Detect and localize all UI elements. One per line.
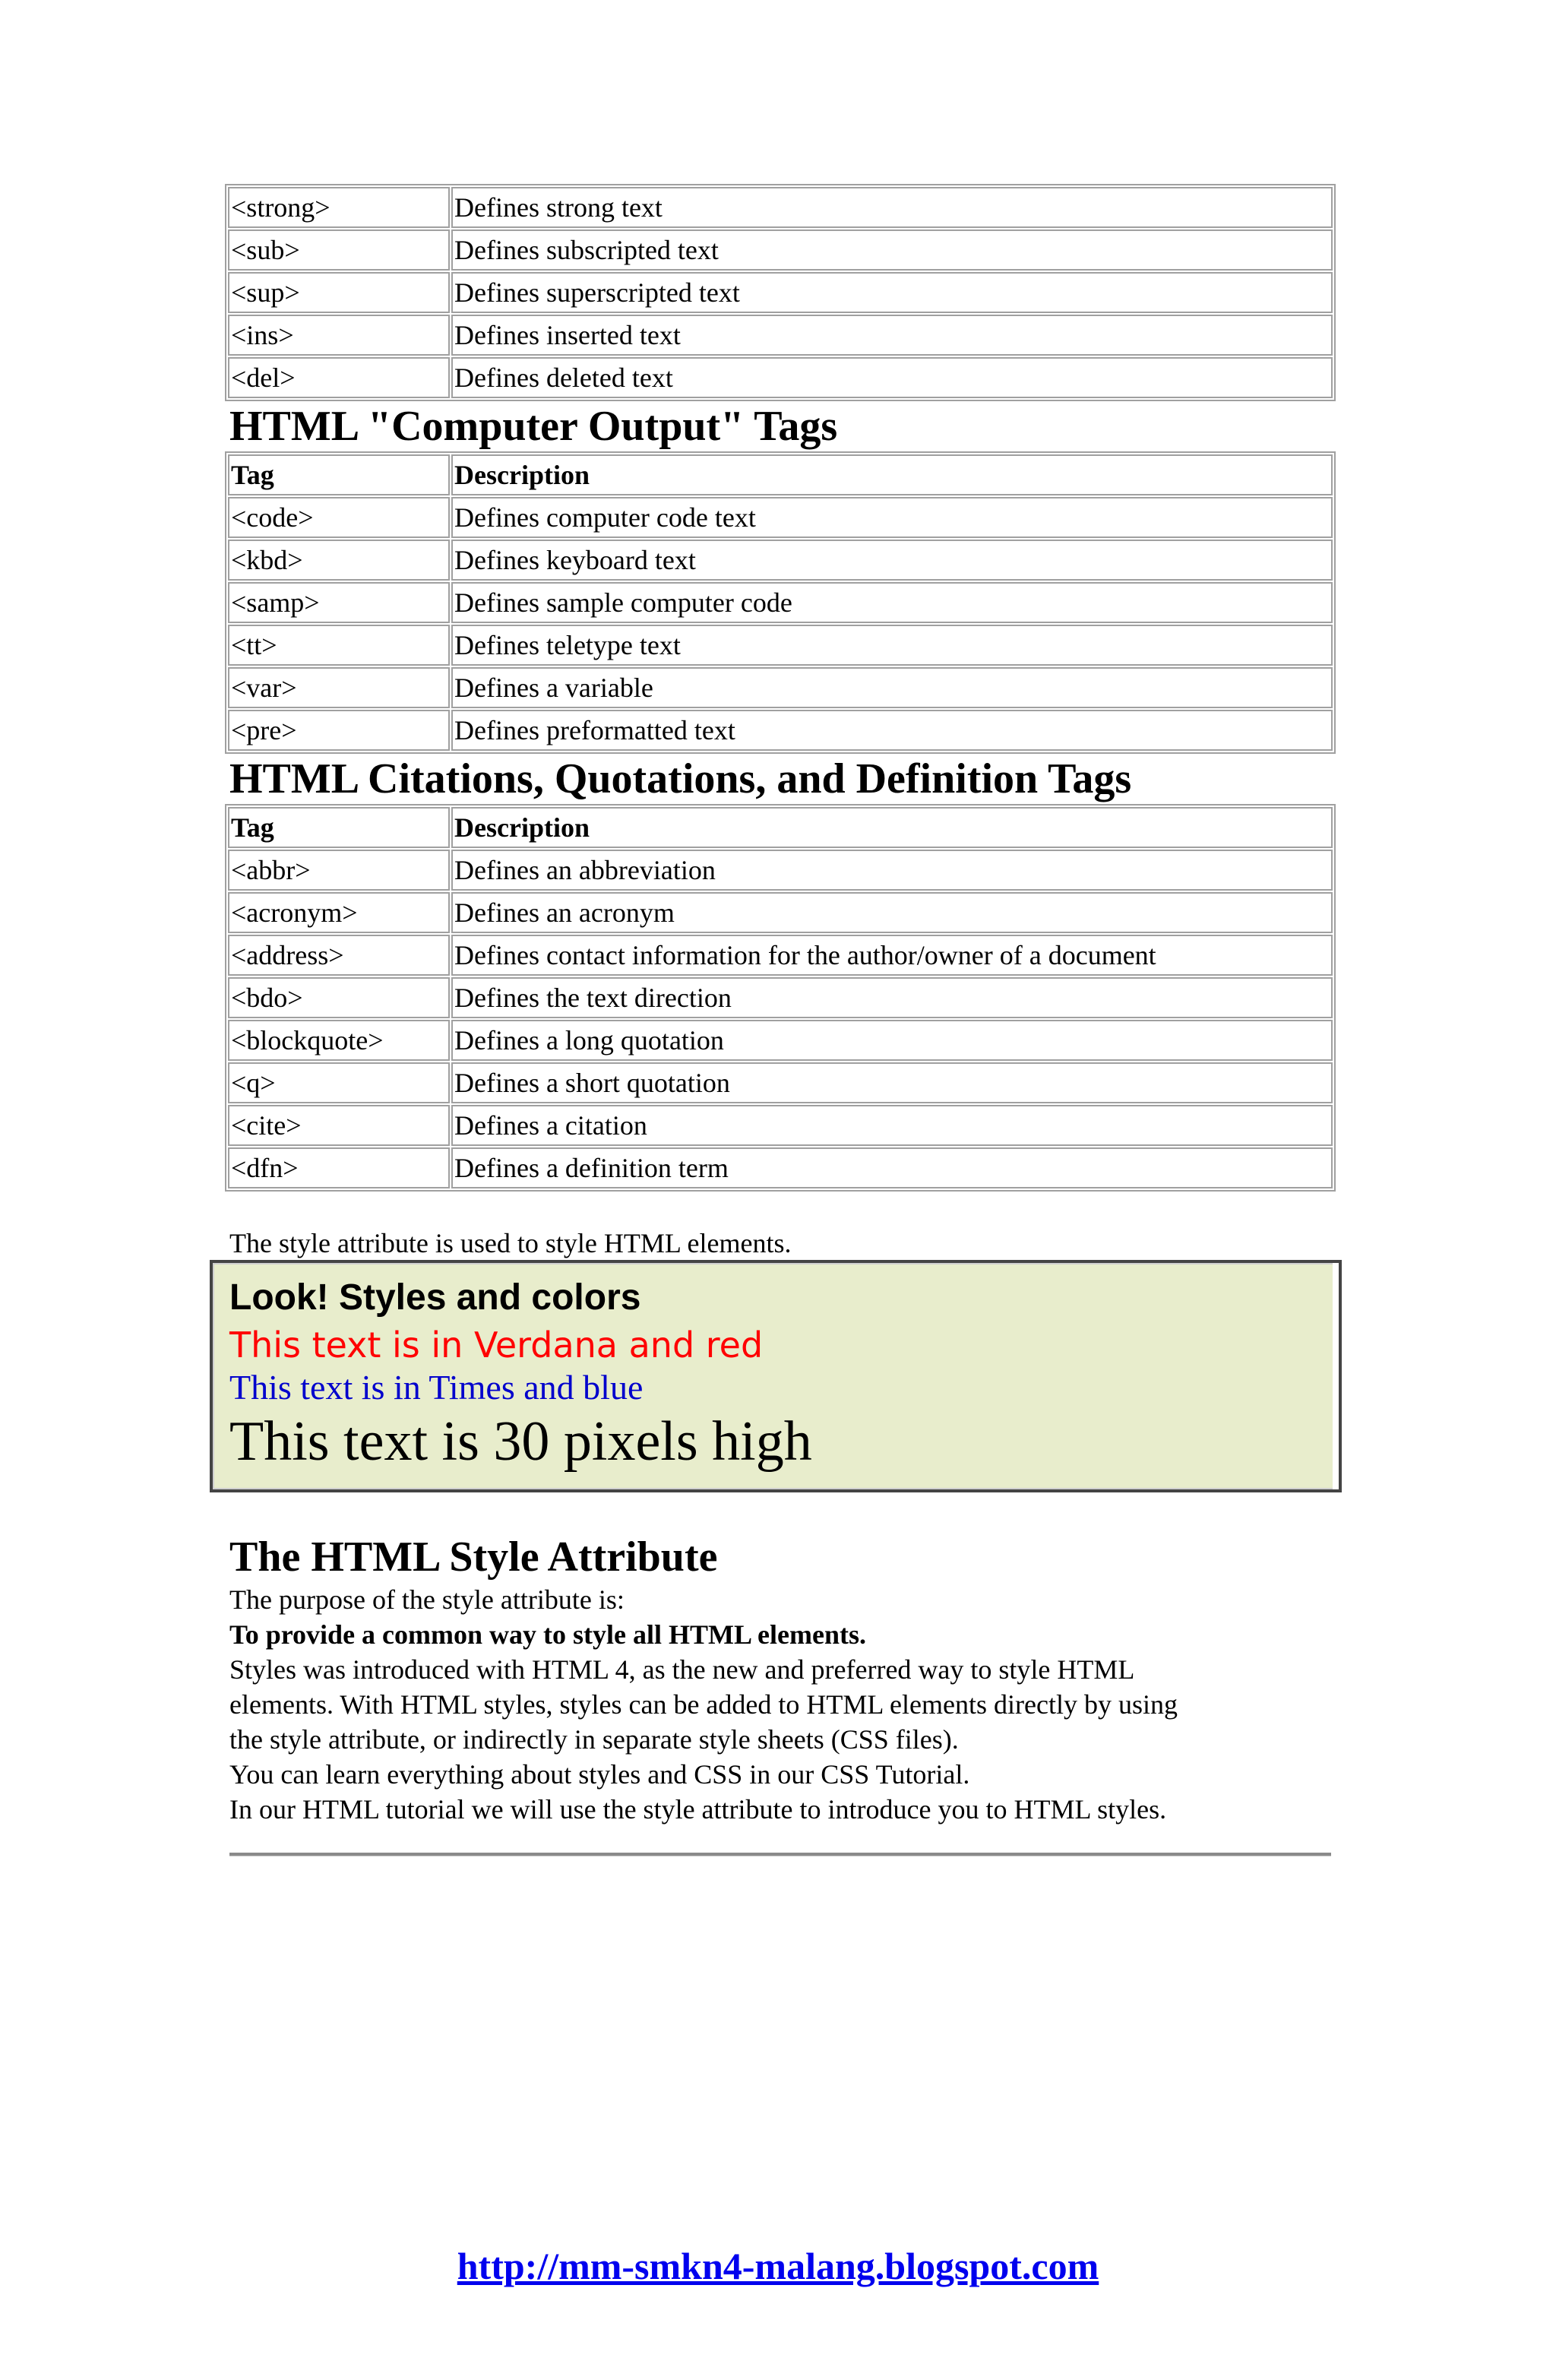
table-row [228,1062,1333,1103]
table-row [228,625,1333,666]
table-row [228,540,1333,581]
tag-cell: <strong> [228,187,450,228]
table-header-row [228,807,1333,848]
description-cell: Defines preformatted text [451,710,1333,751]
description-cell: Defines contact information for the author/owner of a document [451,935,1333,976]
description-cell: Defines a citation [451,1105,1333,1146]
paragraph-line: You can learn everything about styles and CSS in our CSS Tutorial. [229,1759,970,1790]
tag-cell: <code> [228,497,450,538]
description-cell: Defines superscripted text [451,272,1333,313]
description-cell: Defines a short quotation [451,1062,1333,1103]
table-row [228,977,1333,1018]
tag-cell: <sup> [228,272,450,313]
horizontal-rule [229,1853,1331,1856]
description-cell: Defines subscripted text [451,229,1333,271]
style-attribute-section [225,1532,1336,1856]
description-cell: Defines sample computer code [451,582,1333,623]
table-row [228,667,1333,708]
description-cell: Defines an acronym [451,892,1333,933]
tag-cell: <address> [228,935,450,976]
tag-cell: <samp> [228,582,450,623]
description-cell: Defines deleted text [451,357,1333,398]
description-cell: Defines an abbreviation [451,850,1333,891]
table-row [228,272,1333,313]
purpose-line: The purpose of the style attribute is: [229,1584,625,1615]
computer-output-table [225,451,1336,754]
tag-cell: <del> [228,357,450,398]
tag-cell: <pre> [228,710,450,751]
citations-heading: HTML Citations, Quotations, and Definition Tags [229,755,1132,802]
tag-cell: <var> [228,667,450,708]
footer-blog-link[interactable]: http://mm-smkn4-malang.blogspot.com [457,2245,1099,2287]
tag-cell: <tt> [228,625,450,666]
header-tag-cell: Tag [228,454,450,495]
header-description-cell: Description [451,454,1333,495]
tag-cell: <cite> [228,1105,450,1146]
purpose-bold-line: To provide a common way to style all HTML elements. [229,1619,866,1650]
tag-cell: <abbr> [228,850,450,891]
paragraph-line: Styles was introduced with HTML 4, as the new and preferred way to style HTML [229,1654,1135,1685]
demo-heading: Look! Styles and colors [229,1277,641,1318]
paragraph-line: the style attribute, or indirectly in separate style sheets (CSS files). [229,1724,959,1755]
tag-cell: <bdo> [228,977,450,1018]
demo-30px-text: This text is 30 pixels high [229,1410,812,1473]
header-description-cell: Description [451,807,1333,848]
formatting-tags-table [225,184,1336,401]
tag-cell: <kbd> [228,540,450,581]
tag-cell: <blockquote> [228,1020,450,1061]
tag-cell: <acronym> [228,892,450,933]
header-tag-cell: Tag [228,807,450,848]
table-row [228,582,1333,623]
table-row [228,1105,1333,1146]
demo-verdana-red-text: This text is in Verdana and red [229,1325,764,1366]
description-cell: Defines strong text [451,187,1333,228]
description-cell: Defines a definition term [451,1147,1333,1188]
table-row [228,497,1333,538]
description-cell: Defines keyboard text [451,540,1333,581]
description-cell: Defines inserted text [451,315,1333,356]
citations-table [225,804,1336,1192]
page-content [225,184,1336,1856]
footer [0,2243,1556,2289]
computer-output-heading: HTML "Computer Output" Tags [229,403,838,450]
table-row [228,850,1333,891]
tag-cell: <dfn> [228,1147,450,1188]
description-cell: Defines the text direction [451,977,1333,1018]
tag-cell: <q> [228,1062,450,1103]
tag-cell: <sub> [228,229,450,271]
table-row [228,357,1333,398]
table-row [228,315,1333,356]
demo-times-blue-text: This text is in Times and blue [229,1368,644,1407]
table-row [228,892,1333,933]
style-attribute-heading: The HTML Style Attribute [229,1533,718,1581]
style-demo-box [210,1260,1342,1492]
table-row [228,229,1333,271]
tag-cell: <ins> [228,315,450,356]
description-cell: Defines teletype text [451,625,1333,666]
table-row [228,1020,1333,1061]
paragraph-line: In our HTML tutorial we will use the style attribute to introduce you to HTML styles. [229,1794,1167,1825]
table-header-row [228,454,1333,495]
description-cell: Defines computer code text [451,497,1333,538]
description-cell: Defines a long quotation [451,1020,1333,1061]
table-row [228,1147,1333,1188]
table-row [228,187,1333,228]
table-row [228,935,1333,976]
description-cell: Defines a variable [451,667,1333,708]
style-intro-text: The style attribute is used to style HTML elements. [229,1228,792,1258]
paragraph-line: elements. With HTML styles, styles can be added to HTML elements directly by using [229,1689,1178,1720]
table-row [228,710,1333,751]
